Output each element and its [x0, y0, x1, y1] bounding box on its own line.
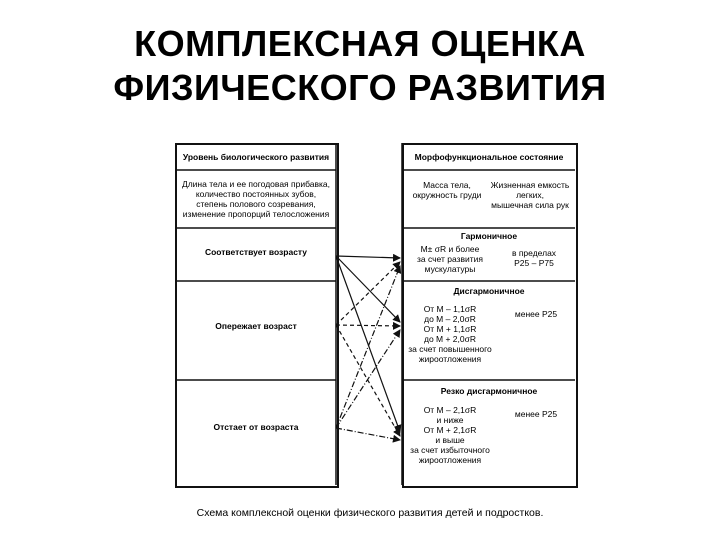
- harmonic-col2-line: P25 – P75: [514, 258, 554, 268]
- disharmonic-label: Дисгармоничное: [453, 286, 525, 296]
- disharmonic-col1: [404, 304, 496, 364]
- harmonic-col2: [496, 248, 572, 268]
- right-criteria-a-line: Масса тела,: [423, 180, 471, 190]
- arrow-ahead-sharp: [336, 325, 400, 436]
- arrow-normal-disharmonic: [336, 256, 400, 322]
- arrow-ahead-harmonic: [336, 262, 400, 325]
- sharp-label: Резко дисгармоничное: [440, 386, 538, 396]
- harmonic-col1-line: мускулатуры: [424, 264, 476, 274]
- disharmonic-col1-line: От M + 1,1σR: [423, 324, 477, 334]
- right-criteria-a-line: окружность груди: [412, 190, 482, 200]
- harmonic-col2-line: в пределах: [511, 248, 557, 258]
- right-criteria-a: [404, 180, 490, 200]
- harmonic-col1-line: за счет развития: [416, 254, 484, 264]
- harmonic-col1-line: M± σR и более: [420, 244, 480, 254]
- sharp-col1-line: и выше: [435, 435, 465, 445]
- arrow-ahead-disharmonic: [336, 325, 400, 326]
- figure-caption: Схема комплексной оценки физического развития детей и подростков.: [196, 507, 544, 519]
- disharmonic-col1-line: От M – 1,1σR: [423, 304, 477, 314]
- right-criteria-b-line: Жизненная емкость: [490, 180, 570, 190]
- right-header: Морфофункциональное состояние: [414, 152, 564, 162]
- sharp-col2: менее P25: [514, 409, 558, 419]
- row-label-ahead: Опережает возраст: [215, 321, 297, 331]
- right-criteria-b: [484, 180, 576, 210]
- row-label-normal: Соответствует возрасту: [204, 247, 308, 257]
- disharmonic-col1-line: за счет повышенного: [408, 344, 492, 354]
- sharp-col1-line: От M + 2,1σR: [423, 425, 477, 435]
- disharmonic-col1-line: до M + 2,0σR: [423, 334, 477, 344]
- left-criteria-line: Длина тела и ее погодовая прибавка,: [181, 179, 331, 189]
- sharp-col1-line: жироотложения: [418, 455, 482, 465]
- left-criteria-line: изменение пропорций телосложения: [182, 209, 330, 219]
- disharmonic-col1-line: жироотложения: [418, 354, 482, 364]
- disharmonic-col1-line: до M – 2,0σR: [424, 314, 476, 324]
- sharp-col1-line: и ниже: [436, 415, 464, 425]
- left-criteria-line: количество постоянных зубов,: [195, 189, 317, 199]
- right-criteria-b-line: легких,: [516, 190, 544, 200]
- left-header: Уровень биологического развития: [182, 152, 330, 162]
- arrow-behind-harmonic: [336, 266, 400, 428]
- harmonic-label: Гармоничное: [460, 231, 518, 241]
- sharp-col1-line: От M – 2,1σR: [423, 405, 477, 415]
- left-criteria-line: степень полового созревания,: [196, 199, 316, 209]
- arrow-normal-harmonic: [336, 256, 400, 258]
- arrow-behind-sharp: [336, 428, 400, 440]
- title-line-1: КОМПЛЕКСНАЯ ОЦЕНКА: [134, 23, 586, 64]
- harmonic-col1: [404, 244, 496, 274]
- sharp-col1: [404, 405, 496, 465]
- sharp-col1-line: за счет избыточного: [410, 445, 490, 455]
- disharmonic-col2: менее P25: [514, 309, 558, 319]
- left-criteria: [177, 179, 335, 219]
- row-label-behind: Отстает от возраста: [213, 422, 299, 432]
- right-criteria-b-line: мышечная сила рук: [491, 200, 569, 210]
- title-line-2: ФИЗИЧЕСКОГО РАЗВИТИЯ: [113, 67, 607, 108]
